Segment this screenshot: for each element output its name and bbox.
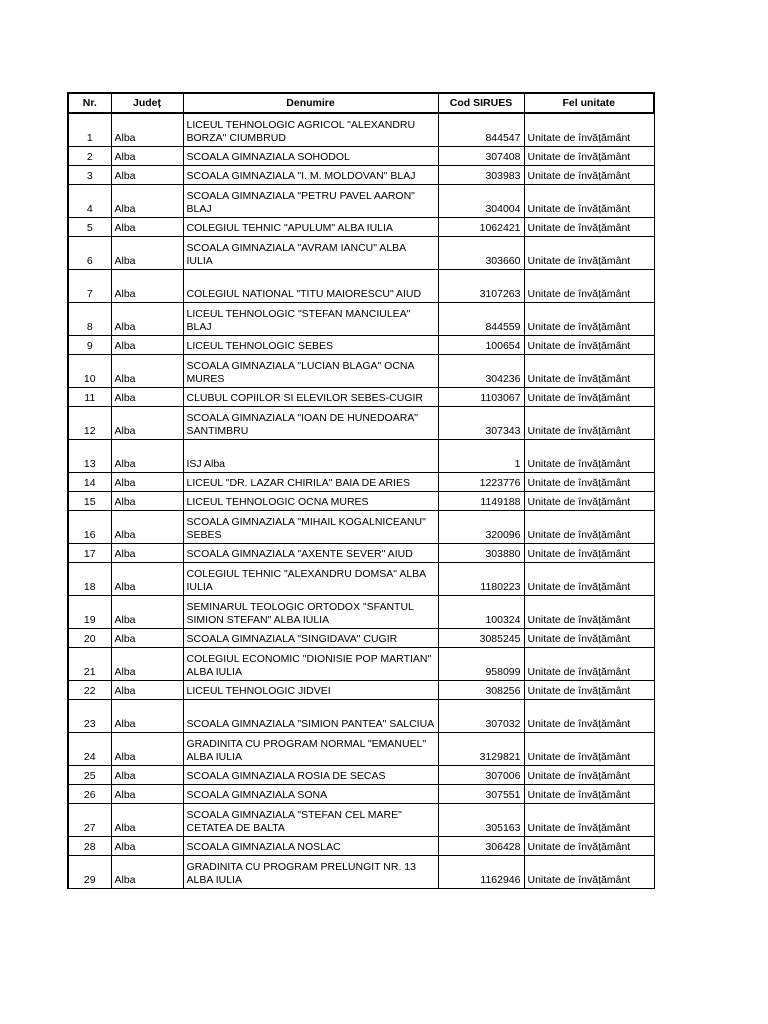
table-row: [68, 440, 654, 473]
cell-cod-sirues: 307551: [438, 785, 524, 804]
cell-fel-unitate: Unitate de învățământ: [524, 629, 654, 648]
cell-nr: 20: [68, 629, 111, 648]
cell-cod-sirues: 100654: [438, 336, 524, 355]
table-row: [68, 856, 654, 889]
cell-fel-unitate: Unitate de învățământ: [524, 355, 654, 388]
cell-denumire: SCOALA GIMNAZIALA "SINGIDAVA" CUGIR: [183, 629, 438, 648]
cell-denumire: COLEGIUL TEHNIC "APULUM" ALBA IULIA: [183, 218, 438, 237]
cell-nr: 27: [68, 804, 111, 837]
cell-nr: 5: [68, 218, 111, 237]
cell-fel-unitate: Unitate de învățământ: [524, 237, 654, 270]
cell-judet: Alba: [111, 218, 183, 237]
table-row: [68, 303, 654, 336]
cell-nr: 4: [68, 185, 111, 218]
header-judet: Județ: [111, 93, 183, 113]
header-row: [68, 93, 654, 113]
cell-judet: Alba: [111, 147, 183, 166]
header-cod-sirues: Cod SIRUES: [438, 93, 524, 113]
cell-denumire: GRADINITA CU PROGRAM PRELUNGIT NR. 13 ALBA IULIA: [183, 856, 438, 889]
table-row: [68, 270, 654, 303]
table-row: [68, 544, 654, 563]
cell-denumire: LICEUL TEHNOLOGIC OCNA MURES: [183, 492, 438, 511]
cell-nr: 12: [68, 407, 111, 440]
cell-judet: Alba: [111, 785, 183, 804]
table-header: [68, 93, 654, 113]
cell-denumire: ISJ Alba: [183, 440, 438, 473]
cell-cod-sirues: 303983: [438, 166, 524, 185]
cell-fel-unitate: Unitate de învățământ: [524, 388, 654, 407]
cell-fel-unitate: Unitate de învățământ: [524, 407, 654, 440]
cell-fel-unitate: Unitate de învățământ: [524, 440, 654, 473]
cell-judet: Alba: [111, 388, 183, 407]
header-nr: Nr.: [68, 93, 111, 113]
cell-fel-unitate: Unitate de învățământ: [524, 804, 654, 837]
cell-nr: 15: [68, 492, 111, 511]
table-row: [68, 237, 654, 270]
cell-cod-sirues: 304236: [438, 355, 524, 388]
cell-denumire: SCOALA GIMNAZIALA "I. M. MOLDOVAN" BLAJ: [183, 166, 438, 185]
cell-nr: 3: [68, 166, 111, 185]
table-row: [68, 766, 654, 785]
cell-judet: Alba: [111, 596, 183, 629]
cell-judet: Alba: [111, 336, 183, 355]
cell-cod-sirues: 307006: [438, 766, 524, 785]
cell-cod-sirues: 308256: [438, 681, 524, 700]
table-row: [68, 147, 654, 166]
cell-nr: 25: [68, 766, 111, 785]
cell-cod-sirues: 1: [438, 440, 524, 473]
cell-cod-sirues: 1180223: [438, 563, 524, 596]
cell-fel-unitate: Unitate de învățământ: [524, 218, 654, 237]
cell-denumire: SCOALA GIMNAZIALA ROSIA DE SECAS: [183, 766, 438, 785]
cell-judet: Alba: [111, 270, 183, 303]
cell-denumire: LICEUL TEHNOLOGIC AGRICOL "ALEXANDRU BORZA" CIUMBRUD: [183, 113, 438, 147]
table-row: [68, 596, 654, 629]
cell-cod-sirues: 100324: [438, 596, 524, 629]
cell-cod-sirues: 1103067: [438, 388, 524, 407]
table-row: [68, 511, 654, 544]
cell-nr: 17: [68, 544, 111, 563]
cell-fel-unitate: Unitate de învățământ: [524, 185, 654, 218]
cell-fel-unitate: Unitate de învățământ: [524, 303, 654, 336]
cell-denumire: SCOALA GIMNAZIALA "AXENTE SEVER" AIUD: [183, 544, 438, 563]
cell-fel-unitate: Unitate de învățământ: [524, 785, 654, 804]
schools-table: [67, 92, 655, 889]
cell-fel-unitate: Unitate de învățământ: [524, 733, 654, 766]
cell-fel-unitate: Unitate de învățământ: [524, 563, 654, 596]
cell-denumire: GRADINITA CU PROGRAM NORMAL "EMANUEL" ALBA IULIA: [183, 733, 438, 766]
cell-cod-sirues: 3129821: [438, 733, 524, 766]
cell-judet: Alba: [111, 629, 183, 648]
cell-fel-unitate: Unitate de învățământ: [524, 336, 654, 355]
cell-denumire: LICEUL "DR. LAZAR CHIRILA" BAIA DE ARIES: [183, 473, 438, 492]
cell-judet: Alba: [111, 511, 183, 544]
table-row: [68, 681, 654, 700]
cell-fel-unitate: Unitate de învățământ: [524, 511, 654, 544]
table-row: [68, 700, 654, 733]
cell-denumire: LICEUL TEHNOLOGIC SEBES: [183, 336, 438, 355]
table-row: [68, 837, 654, 856]
cell-cod-sirues: 1149188: [438, 492, 524, 511]
cell-denumire: LICEUL TEHNOLOGIC "STEFAN MANCIULEA" BLAJ: [183, 303, 438, 336]
cell-cod-sirues: 307343: [438, 407, 524, 440]
cell-nr: 26: [68, 785, 111, 804]
cell-nr: 2: [68, 147, 111, 166]
table-row: [68, 473, 654, 492]
cell-denumire: CLUBUL COPIILOR SI ELEVILOR SEBES-CUGIR: [183, 388, 438, 407]
cell-nr: 29: [68, 856, 111, 889]
cell-cod-sirues: 1062421: [438, 218, 524, 237]
cell-judet: Alba: [111, 733, 183, 766]
cell-nr: 21: [68, 648, 111, 681]
cell-judet: Alba: [111, 237, 183, 270]
cell-cod-sirues: 303880: [438, 544, 524, 563]
cell-denumire: SCOALA GIMNAZIALA "IOAN DE HUNEDOARA" SANTIMBRU: [183, 407, 438, 440]
cell-cod-sirues: 1162946: [438, 856, 524, 889]
cell-nr: 6: [68, 237, 111, 270]
cell-fel-unitate: Unitate de învățământ: [524, 473, 654, 492]
cell-fel-unitate: Unitate de învățământ: [524, 596, 654, 629]
cell-cod-sirues: 3085245: [438, 629, 524, 648]
cell-cod-sirues: 844547: [438, 113, 524, 147]
cell-fel-unitate: Unitate de învățământ: [524, 837, 654, 856]
table-row: [68, 629, 654, 648]
cell-denumire: SCOALA GIMNAZIALA "STEFAN CEL MARE" CETATEA DE BALTA: [183, 804, 438, 837]
cell-cod-sirues: 307032: [438, 700, 524, 733]
cell-judet: Alba: [111, 185, 183, 218]
cell-fel-unitate: Unitate de învățământ: [524, 147, 654, 166]
cell-denumire: SCOALA GIMNAZIALA "SIMION PANTEA" SALCIUA: [183, 700, 438, 733]
cell-judet: Alba: [111, 681, 183, 700]
cell-nr: 23: [68, 700, 111, 733]
table-row: [68, 563, 654, 596]
cell-cod-sirues: 307408: [438, 147, 524, 166]
cell-denumire: SCOALA GIMNAZIALA "LUCIAN BLAGA" OCNA MURES: [183, 355, 438, 388]
cell-judet: Alba: [111, 856, 183, 889]
cell-cod-sirues: 305163: [438, 804, 524, 837]
cell-cod-sirues: 958099: [438, 648, 524, 681]
cell-judet: Alba: [111, 113, 183, 147]
cell-nr: 9: [68, 336, 111, 355]
cell-denumire: SCOALA GIMNAZIALA SONA: [183, 785, 438, 804]
cell-denumire: SEMINARUL TEOLOGIC ORTODOX "SFANTUL SIMION STEFAN" ALBA IULIA: [183, 596, 438, 629]
cell-judet: Alba: [111, 166, 183, 185]
table-row: [68, 492, 654, 511]
cell-judet: Alba: [111, 355, 183, 388]
cell-judet: Alba: [111, 700, 183, 733]
cell-nr: 10: [68, 355, 111, 388]
table-row: [68, 113, 654, 147]
cell-denumire: COLEGIUL ECONOMIC "DIONISIE POP MARTIAN" ALBA IULIA: [183, 648, 438, 681]
table-row: [68, 733, 654, 766]
table-row: [68, 166, 654, 185]
table-row: [68, 388, 654, 407]
cell-cod-sirues: 844559: [438, 303, 524, 336]
cell-nr: 19: [68, 596, 111, 629]
cell-judet: Alba: [111, 303, 183, 336]
cell-cod-sirues: 3107263: [438, 270, 524, 303]
cell-denumire: COLEGIUL NATIONAL "TITU MAIORESCU" AIUD: [183, 270, 438, 303]
cell-nr: 24: [68, 733, 111, 766]
cell-denumire: SCOALA GIMNAZIALA SOHODOL: [183, 147, 438, 166]
cell-nr: 18: [68, 563, 111, 596]
cell-fel-unitate: Unitate de învățământ: [524, 544, 654, 563]
cell-denumire: SCOALA GIMNAZIALA "AVRAM IANCU" ALBA IULIA: [183, 237, 438, 270]
cell-judet: Alba: [111, 563, 183, 596]
cell-fel-unitate: Unitate de învățământ: [524, 766, 654, 785]
cell-cod-sirues: 304004: [438, 185, 524, 218]
table-row: [68, 785, 654, 804]
header-denumire: Denumire: [183, 93, 438, 113]
cell-fel-unitate: Unitate de învățământ: [524, 270, 654, 303]
cell-denumire: SCOALA GIMNAZIALA NOSLAC: [183, 837, 438, 856]
cell-nr: 7: [68, 270, 111, 303]
cell-cod-sirues: 320096: [438, 511, 524, 544]
cell-nr: 16: [68, 511, 111, 544]
cell-fel-unitate: Unitate de învățământ: [524, 700, 654, 733]
cell-cod-sirues: 303660: [438, 237, 524, 270]
cell-cod-sirues: 1223776: [438, 473, 524, 492]
table-row: [68, 648, 654, 681]
cell-denumire: COLEGIUL TEHNIC "ALEXANDRU DOMSA" ALBA IULIA: [183, 563, 438, 596]
cell-fel-unitate: Unitate de învățământ: [524, 166, 654, 185]
cell-nr: 13: [68, 440, 111, 473]
cell-fel-unitate: Unitate de învățământ: [524, 856, 654, 889]
table-row: [68, 355, 654, 388]
cell-nr: 11: [68, 388, 111, 407]
table-row: [68, 407, 654, 440]
cell-nr: 1: [68, 113, 111, 147]
table-row: [68, 218, 654, 237]
cell-nr: 8: [68, 303, 111, 336]
cell-judet: Alba: [111, 492, 183, 511]
cell-fel-unitate: Unitate de învățământ: [524, 492, 654, 511]
cell-denumire: SCOALA GIMNAZIALA "MIHAIL KOGALNICEANU" SEBES: [183, 511, 438, 544]
table-row: [68, 185, 654, 218]
cell-judet: Alba: [111, 440, 183, 473]
cell-fel-unitate: Unitate de învățământ: [524, 648, 654, 681]
cell-judet: Alba: [111, 837, 183, 856]
cell-judet: Alba: [111, 473, 183, 492]
cell-denumire: SCOALA GIMNAZIALA "PETRU PAVEL AARON" BLAJ: [183, 185, 438, 218]
cell-judet: Alba: [111, 766, 183, 785]
cell-judet: Alba: [111, 648, 183, 681]
cell-fel-unitate: Unitate de învățământ: [524, 113, 654, 147]
header-fel-unitate: Fel unitate: [524, 93, 654, 113]
cell-fel-unitate: Unitate de învățământ: [524, 681, 654, 700]
cell-nr: 14: [68, 473, 111, 492]
cell-judet: Alba: [111, 407, 183, 440]
cell-denumire: LICEUL TEHNOLOGIC JIDVEI: [183, 681, 438, 700]
table-row: [68, 336, 654, 355]
table-body: [68, 113, 654, 889]
table-row: [68, 804, 654, 837]
cell-nr: 28: [68, 837, 111, 856]
cell-judet: Alba: [111, 544, 183, 563]
cell-nr: 22: [68, 681, 111, 700]
cell-judet: Alba: [111, 804, 183, 837]
cell-cod-sirues: 306428: [438, 837, 524, 856]
